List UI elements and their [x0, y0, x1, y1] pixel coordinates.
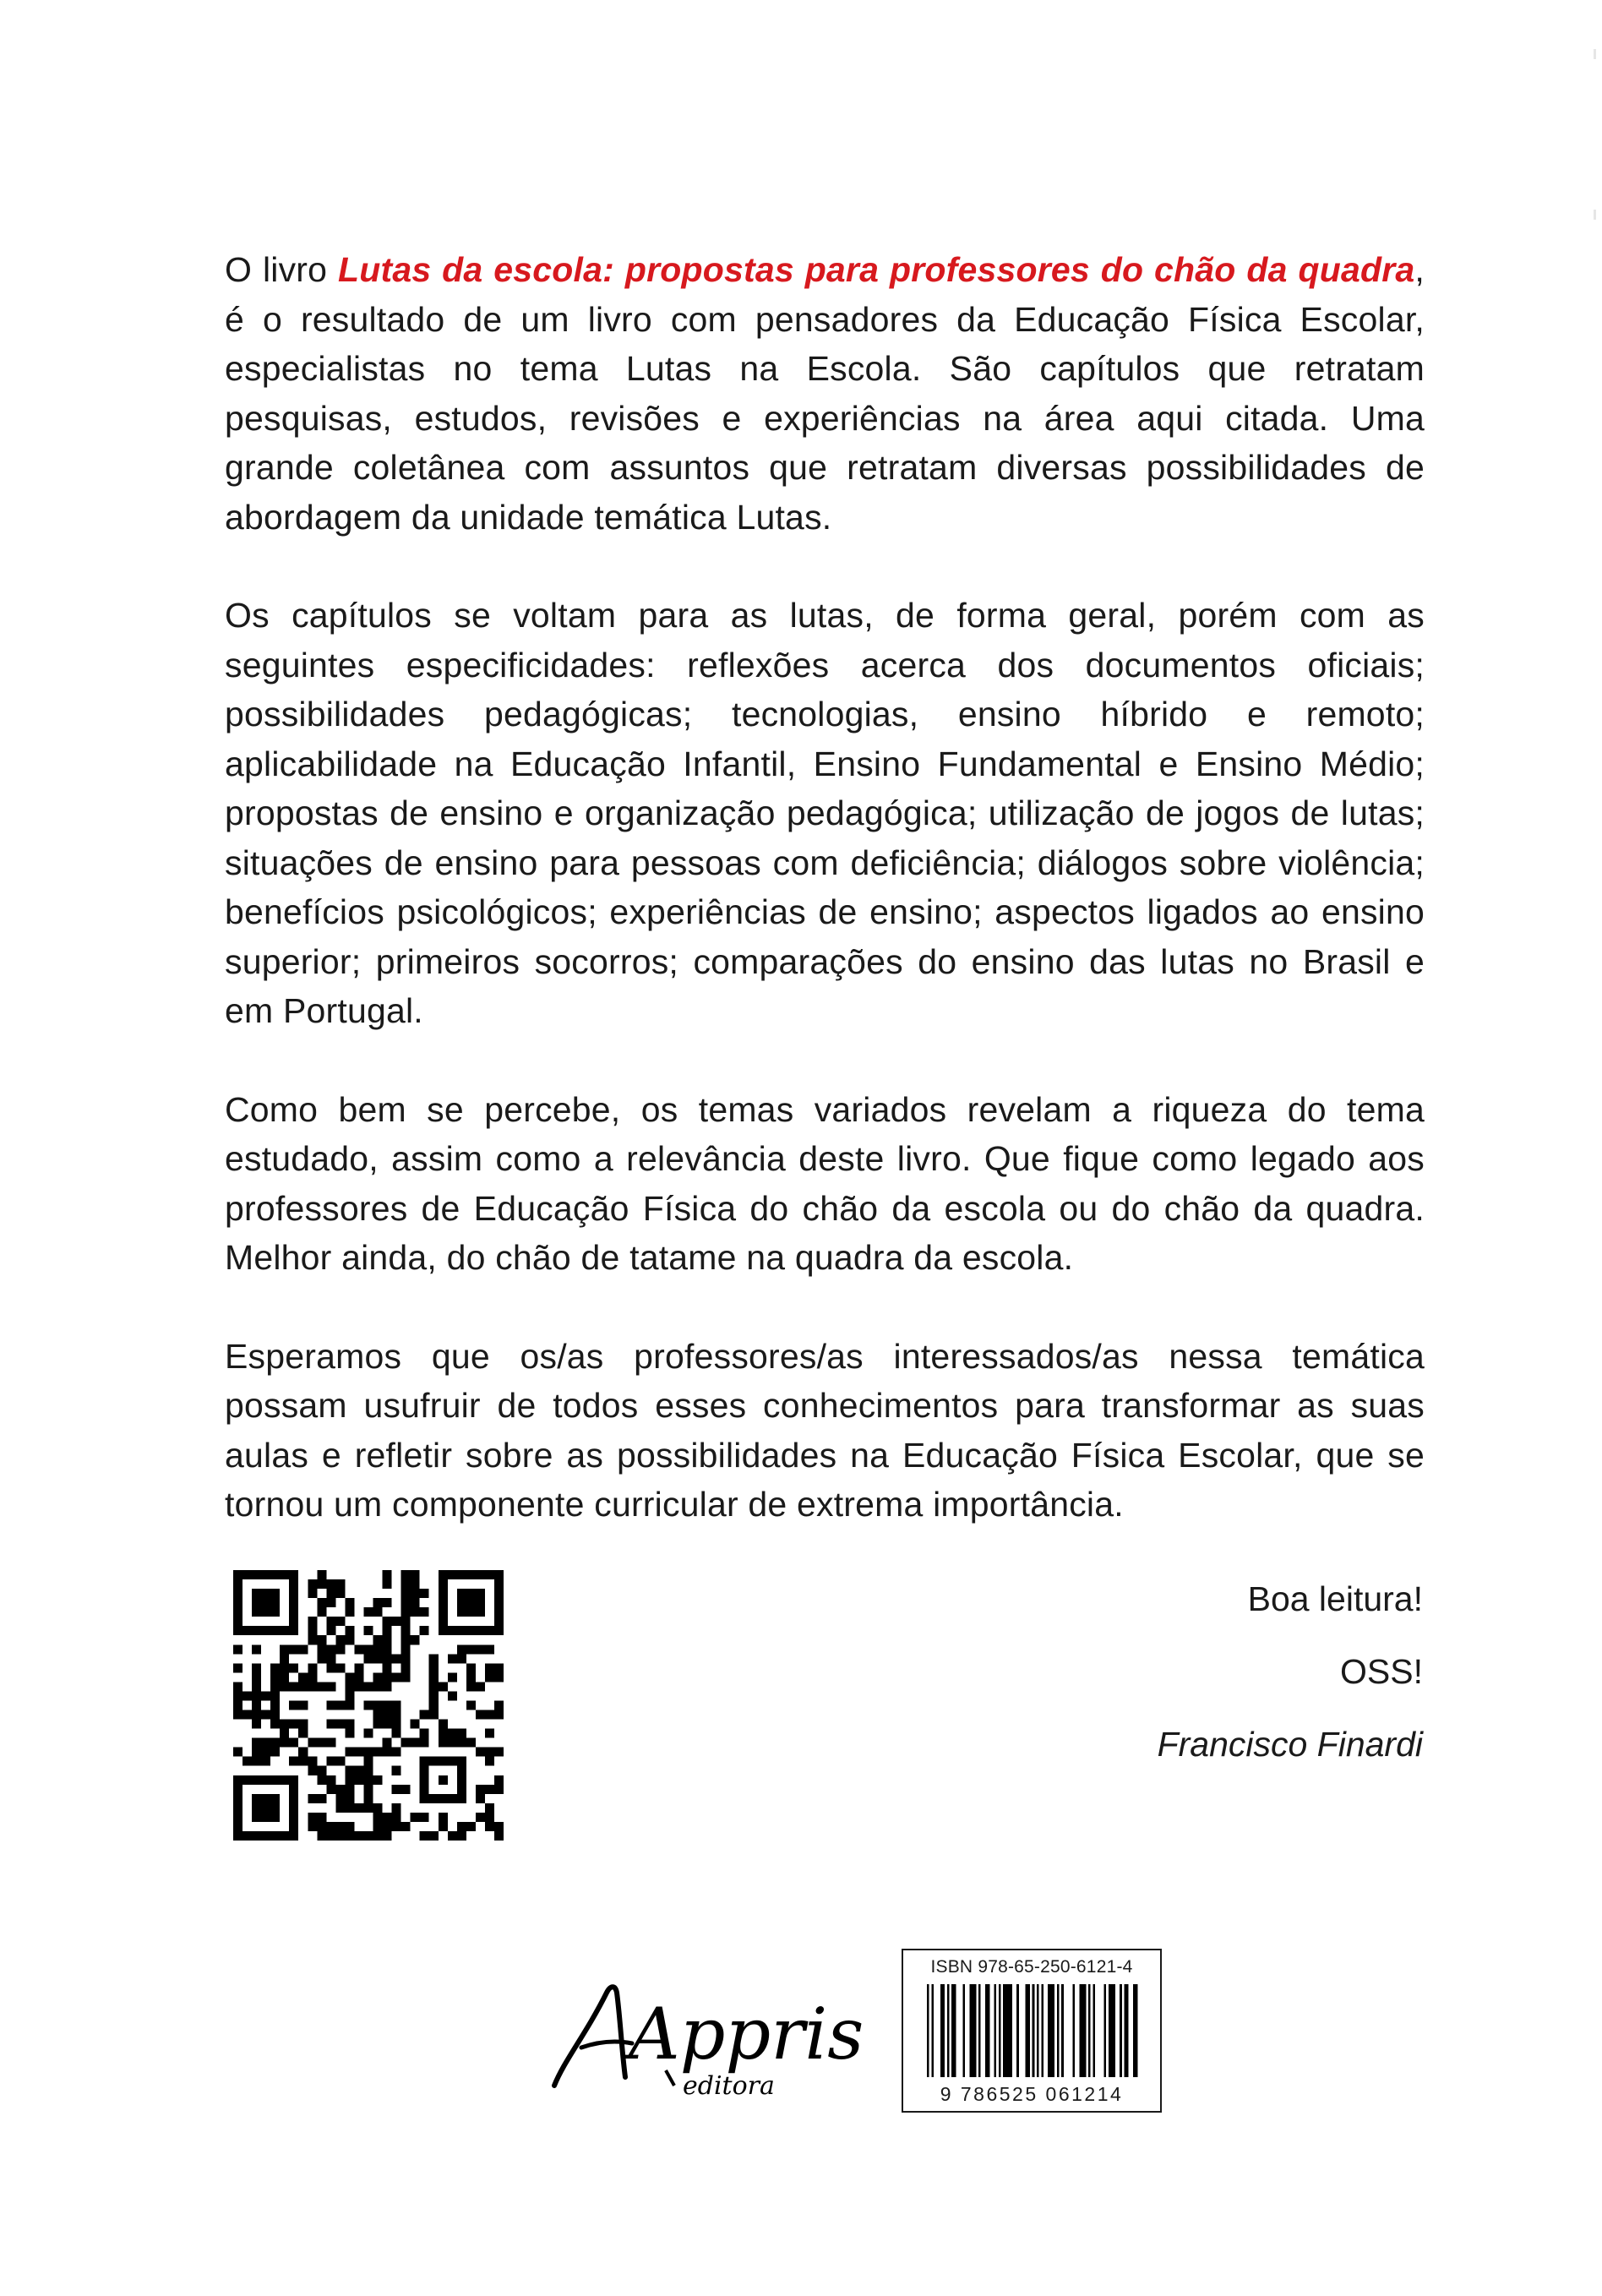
closing-greeting: Boa leitura!	[1247, 1579, 1423, 1618]
paragraph-1	[225, 245, 1425, 542]
isbn-barcode-box	[902, 1949, 1162, 2113]
crop-mark-top	[1594, 49, 1596, 59]
paragraph-2: Os capítulos se voltam para as lutas, de forma geral, porém com as seguintes especificidades: reflexões acerca dos documentos oficiais; possibilidades pedagógicas; tecnologias, ensino híbrido e remoto; aplicabilidade na Educação Infantil, Ensino Fundamental e Ensino Médio; propostas de ensino e organização pedagógica; utilização de jogos de lutas; situações de ensino para pessoas com deficiência; diálogos sobre violência; benefícios psicológicos; experiências de ensino; aspectos ligados ao ensino superior; primeiros socorros; comparações do ensino das lutas no Brasil e em Portugal.	[225, 596, 1425, 1030]
paragraph-4: Esperamos que os/as professores/as interessados/as nessa temática possam usufruir de todos esses conhecimentos para transformar as suas aulas e refletir sobre as possibilidades na Educação Física Escolar, que se tornou um componente curricular de extrema importância.	[225, 1336, 1425, 1524]
barcode	[927, 1984, 1140, 2077]
author-signature: Francisco Finardi	[1157, 1725, 1423, 1764]
crop-mark-second	[1594, 210, 1596, 220]
body-text	[225, 245, 1425, 1579]
paragraph-3: Como bem se percebe, os temas variados revelam a riqueza do tema estudado, assim como a relevância deste livro. Que fique como legado aos professores de Educação Física do chão da escola ou do chão da quadra. Melhor ainda, do chão de tatame na quadra da escola.	[225, 1089, 1425, 1277]
book-title: Lutas da escola: propostas para professores do chão da quadra	[337, 250, 1415, 289]
publisher-logo	[548, 1959, 864, 2102]
paragraph-1-intro: O livro	[225, 250, 338, 289]
logo-subtext: editora	[683, 2071, 775, 2101]
closing-oss: OSS!	[1340, 1652, 1423, 1691]
paragraph-1-rest: , é o resultado de um livro com pensadores da Educação Física Escolar, especialistas no tema Lutas na Escola. São capítulos que retratam pesquisas, estudos, revisões e experiências na área aqui citada. Uma grande coletânea com assuntos que retratam diversas possibilidades de abordagem da unidade temática Lutas.	[225, 250, 1425, 537]
qr-code	[233, 1570, 504, 1841]
logo-text: Appris	[629, 1993, 864, 2075]
isbn-digits: 9 786525 061214	[940, 2083, 1124, 2105]
isbn-label: ISBN 978-65-250-6121-4	[930, 1957, 1133, 1977]
closing-block	[1158, 1574, 1423, 1792]
